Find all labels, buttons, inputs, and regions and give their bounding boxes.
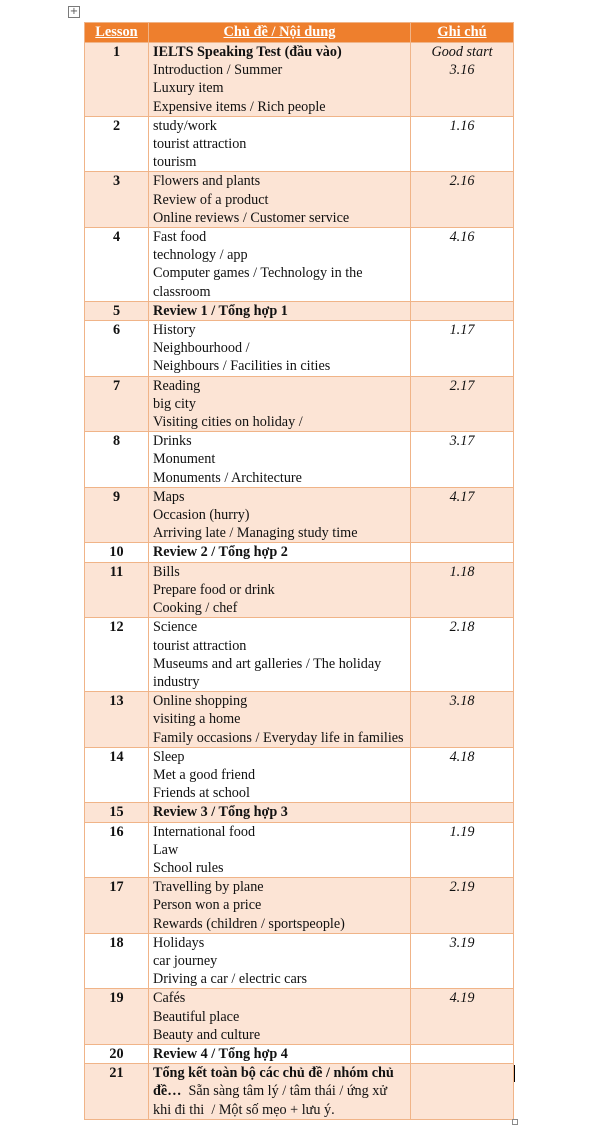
header-note: Ghi chú bbox=[411, 23, 514, 43]
topic-line: Driving a car / electric cars bbox=[153, 971, 308, 988]
topic-line: Museums and art galleries / The holiday industry bbox=[153, 655, 382, 690]
note-text: Good start bbox=[431, 44, 493, 60]
note-cell bbox=[411, 116, 514, 172]
lesson-number: 8 bbox=[85, 432, 149, 488]
note-text: 1.19 bbox=[449, 823, 475, 840]
topic-line: Sleep bbox=[153, 748, 185, 765]
topic-line: Monument bbox=[153, 451, 216, 468]
topic-line: Friends at school bbox=[153, 785, 250, 802]
lesson-number: 3 bbox=[85, 172, 149, 228]
lesson-number: 15 bbox=[85, 803, 149, 822]
topic-line: Family occasions / Everyday life in families bbox=[153, 729, 404, 746]
note-text: 3.19 bbox=[449, 934, 475, 951]
note-text: 2.19 bbox=[449, 879, 475, 896]
table-row bbox=[85, 803, 514, 822]
topic-cell bbox=[149, 116, 411, 172]
table-row bbox=[85, 376, 514, 432]
topic-cell bbox=[149, 803, 411, 822]
note-cell bbox=[411, 301, 514, 320]
table-row bbox=[85, 618, 514, 692]
topic-line: Science bbox=[153, 619, 198, 636]
topic-cell bbox=[149, 543, 411, 562]
note-cell bbox=[411, 747, 514, 803]
lesson-number: 16 bbox=[85, 822, 149, 878]
topic-cell bbox=[149, 376, 411, 432]
topic-line: Neighbourhood / bbox=[153, 340, 250, 357]
note-cell bbox=[411, 376, 514, 432]
table-row bbox=[85, 989, 514, 1045]
lesson-number: 19 bbox=[85, 989, 149, 1045]
header-lesson: Lesson bbox=[85, 23, 149, 43]
topic-cell bbox=[149, 487, 411, 543]
topic-line: Arriving late / Managing study time bbox=[153, 525, 358, 542]
topic-cell bbox=[149, 1064, 411, 1120]
lesson-schedule-table bbox=[84, 22, 514, 1120]
note-cell bbox=[411, 543, 514, 562]
topic-line: Bills bbox=[153, 563, 180, 580]
note-cell bbox=[411, 1044, 514, 1063]
note-cell bbox=[411, 692, 514, 748]
topic-line: tourist attraction bbox=[153, 136, 247, 153]
topic-cell bbox=[149, 172, 411, 228]
note-text: 3.16 bbox=[449, 62, 475, 79]
note-text: 1.17 bbox=[449, 322, 475, 339]
lesson-number: 1 bbox=[85, 43, 149, 117]
topic-line: School rules bbox=[153, 859, 224, 876]
table-row bbox=[85, 172, 514, 228]
topic-cell bbox=[149, 301, 411, 320]
topic-cell bbox=[149, 43, 411, 117]
topic-line: big city bbox=[153, 395, 196, 412]
topic-cell bbox=[149, 321, 411, 377]
note-cell bbox=[411, 803, 514, 822]
table-row bbox=[85, 822, 514, 878]
table-move-handle-icon[interactable]: + bbox=[69, 6, 79, 17]
table-row bbox=[85, 1064, 514, 1120]
topic-line: Flowers and plants bbox=[153, 173, 261, 190]
table-row bbox=[85, 1044, 514, 1063]
topic-line: Fast food bbox=[153, 229, 207, 246]
topic-summary: Sẵn sàng tâm lý / tâm thái / ứng xử khi đi thi / Một số mẹo + lưu ý. bbox=[153, 1083, 391, 1118]
topic-cell bbox=[149, 432, 411, 488]
topic-line: Review of a product bbox=[153, 191, 269, 208]
topic-line: Online shopping bbox=[153, 693, 248, 710]
topic-line: Expensive items / Rich people bbox=[153, 98, 326, 115]
topic-line: Person won a price bbox=[153, 897, 262, 914]
table-row bbox=[85, 228, 514, 302]
note-text: 4.16 bbox=[449, 229, 475, 246]
text-cursor bbox=[514, 1065, 515, 1082]
lesson-number: 18 bbox=[85, 933, 149, 989]
table-row bbox=[85, 321, 514, 377]
lesson-number: 4 bbox=[85, 228, 149, 302]
lesson-number: 12 bbox=[85, 618, 149, 692]
lesson-number: 5 bbox=[85, 301, 149, 320]
table-body bbox=[85, 43, 514, 1120]
note-text: 4.18 bbox=[449, 748, 475, 765]
topic-line: Cooking / chef bbox=[153, 600, 238, 617]
lesson-number: 10 bbox=[85, 543, 149, 562]
topic-title: IELTS Speaking Test (đầu vào) bbox=[153, 44, 342, 60]
topic-title: Review 4 / Tổng hợp 4 bbox=[153, 1045, 288, 1062]
topic-line: Introduction / Summer bbox=[153, 62, 283, 79]
topic-cell bbox=[149, 1044, 411, 1063]
topic-cell bbox=[149, 562, 411, 618]
topic-line: Prepare food or drink bbox=[153, 581, 275, 598]
note-cell bbox=[411, 432, 514, 488]
note-text: 4.19 bbox=[449, 990, 475, 1007]
table-row bbox=[85, 933, 514, 989]
table-row bbox=[85, 543, 514, 562]
topic-cell bbox=[149, 989, 411, 1045]
topic-title: Tổng kết toàn bộ các chủ đề / nhóm chủ đề… bbox=[153, 1065, 394, 1100]
topic-cell bbox=[149, 747, 411, 803]
lesson-number: 11 bbox=[85, 562, 149, 618]
topic-line: Met a good friend bbox=[153, 766, 256, 783]
topic-line: Monuments / Architecture bbox=[153, 469, 302, 486]
lesson-number: 6 bbox=[85, 321, 149, 377]
note-cell bbox=[411, 989, 514, 1045]
note-text: 3.18 bbox=[449, 693, 475, 710]
topic-line: Reading bbox=[153, 377, 201, 394]
topic-line: Law bbox=[153, 841, 179, 858]
lesson-number: 13 bbox=[85, 692, 149, 748]
table-row bbox=[85, 747, 514, 803]
table-row bbox=[85, 562, 514, 618]
topic-cell bbox=[149, 692, 411, 748]
table-row bbox=[85, 487, 514, 543]
topic-title: Review 1 / Tổng hợp 1 bbox=[153, 302, 288, 319]
note-text: 2.17 bbox=[449, 377, 475, 394]
note-cell bbox=[411, 172, 514, 228]
note-text: 3.17 bbox=[449, 433, 475, 450]
topic-line: Maps bbox=[153, 488, 185, 505]
topic-line: study/work bbox=[153, 117, 217, 134]
topic-title: Review 2 / Tổng hợp 2 bbox=[153, 544, 288, 561]
topic-line: Visiting cities on holiday / bbox=[153, 414, 303, 431]
topic-cell bbox=[149, 822, 411, 878]
topic-line: Holidays bbox=[153, 934, 205, 951]
note-cell bbox=[411, 321, 514, 377]
topic-line: Drinks bbox=[153, 433, 192, 450]
note-text: 2.18 bbox=[449, 619, 475, 636]
topic-line: Beautiful place bbox=[153, 1008, 240, 1025]
note-cell bbox=[411, 562, 514, 618]
note-cell bbox=[411, 1064, 514, 1120]
topic-line: Online reviews / Customer service bbox=[153, 209, 350, 226]
topic-line: car journey bbox=[153, 952, 218, 969]
lesson-number: 20 bbox=[85, 1044, 149, 1063]
note-cell bbox=[411, 43, 514, 117]
topic-cell bbox=[149, 878, 411, 934]
topic-cell bbox=[149, 228, 411, 302]
topic-line: technology / app bbox=[153, 247, 248, 264]
note-cell bbox=[411, 487, 514, 543]
topic-line: Rewards (children / sportspeople) bbox=[153, 915, 345, 932]
topic-line: tourism bbox=[153, 154, 197, 171]
note-text: 4.17 bbox=[449, 488, 475, 505]
note-cell bbox=[411, 228, 514, 302]
topic-cell bbox=[149, 933, 411, 989]
topic-line: Luxury item bbox=[153, 80, 224, 97]
note-text: 1.16 bbox=[449, 117, 475, 134]
table-row bbox=[85, 301, 514, 320]
note-cell bbox=[411, 618, 514, 692]
table-row bbox=[85, 116, 514, 172]
note-text: 1.18 bbox=[449, 563, 475, 580]
topic-line: History bbox=[153, 322, 196, 339]
lesson-number: 2 bbox=[85, 116, 149, 172]
topic-line: tourist attraction bbox=[153, 637, 247, 654]
topic-title: Review 3 / Tổng hợp 3 bbox=[153, 804, 288, 821]
topic-line: Computer games / Technology in the classroom bbox=[153, 265, 363, 300]
note-cell bbox=[411, 822, 514, 878]
topic-line: Occasion (hurry) bbox=[153, 507, 250, 524]
topic-line: Beauty and culture bbox=[153, 1026, 261, 1043]
lesson-number: 17 bbox=[85, 878, 149, 934]
note-cell bbox=[411, 878, 514, 934]
table-row bbox=[85, 432, 514, 488]
topic-line: visiting a home bbox=[153, 711, 241, 728]
topic-cell bbox=[149, 618, 411, 692]
topic-line: Cafés bbox=[153, 990, 186, 1007]
lesson-number: 9 bbox=[85, 487, 149, 543]
table-row bbox=[85, 692, 514, 748]
topic-line: Neighbours / Facilities in cities bbox=[153, 358, 331, 375]
note-cell bbox=[411, 933, 514, 989]
note-text: 2.16 bbox=[449, 173, 475, 190]
table-header-row bbox=[85, 23, 514, 43]
lesson-number: 7 bbox=[85, 376, 149, 432]
topic-line: International food bbox=[153, 823, 256, 840]
topic-line: Travelling by plane bbox=[153, 879, 264, 896]
table-resize-handle[interactable] bbox=[512, 1119, 518, 1125]
lesson-number: 14 bbox=[85, 747, 149, 803]
table-row bbox=[85, 43, 514, 117]
table-row bbox=[85, 878, 514, 934]
lesson-number: 21 bbox=[85, 1064, 149, 1120]
header-topic: Chủ đề / Nội dung bbox=[149, 23, 411, 43]
